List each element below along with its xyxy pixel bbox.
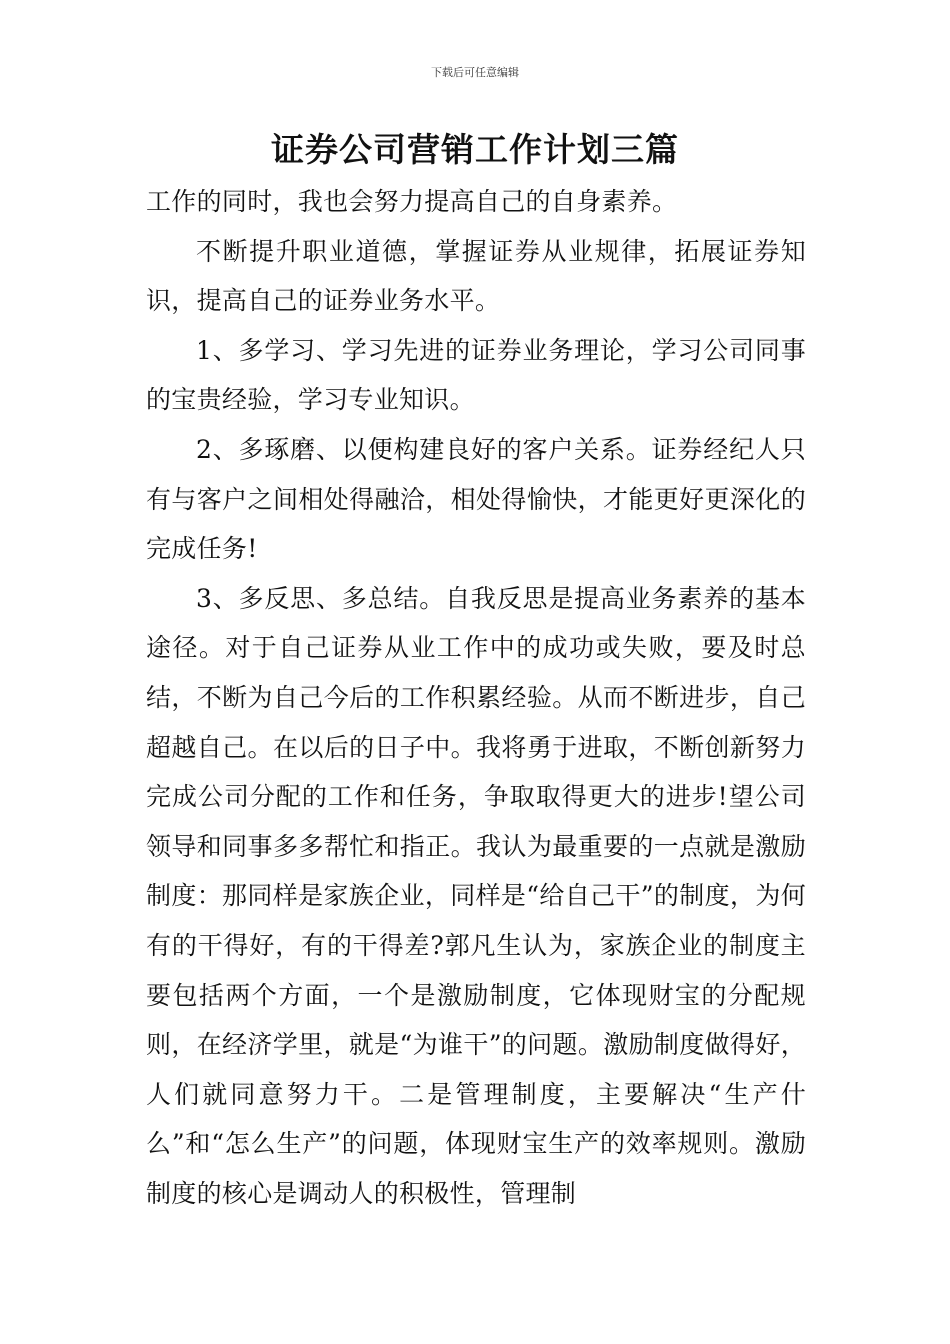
paragraph: 不断提升职业道德，掌握证券从业规律，拓展证券知识，提高自己的证券业务水平。 bbox=[146, 236, 806, 316]
paragraph: 2、多琢磨、以便构建良好的客户关系。证券经纪人只有与客户之间相处得融洽，相处得愉快，才能更好更深化的完成任务! bbox=[146, 434, 806, 564]
paragraph-continuation: 工作的同时，我也会努力提高自己的自身素养。 bbox=[146, 187, 678, 216]
paragraph: 1、多学习、学习先进的证券业务理论，学习公司同事的宝贵经验，学习专业知识。 bbox=[146, 335, 806, 415]
paragraph: 3、多反思、多总结。自我反思是提高业务素养的基本途径。对于自己证券从业工作中的成功或失败，要及时总结，不断为自己今后的工作积累经验。从而不断进步，自己超越自己。在以后的日子中。我将勇于进取，不断创新努力完成公司分配的工作和任务，争取取得更大的进步!望公司领导和同事多多帮忙和指正。我认为最重要的一点就是激励制度：那同样是家族企业，同样是“给自己干”的制度，为何有的干得好，有的干得差?郭凡生认为，家族企业的制度主要包括两个方面，一个是激励制度，它体现财宝的分配规则，在经济学里，就是“为谁干”的问题。激励制度做得好，人们就同意努力干。二是管理制度，主要解决“生产什么”和“怎么生产”的问题，体现财宝生产的效率规则。激励制度的核心是调动人的积极性，管理制 bbox=[146, 583, 806, 1208]
document-body bbox=[146, 177, 806, 1218]
document-title: 证券公司营销工作计划三篇 bbox=[271, 130, 679, 169]
header-note: 下载后可任意编辑 bbox=[431, 66, 519, 79]
